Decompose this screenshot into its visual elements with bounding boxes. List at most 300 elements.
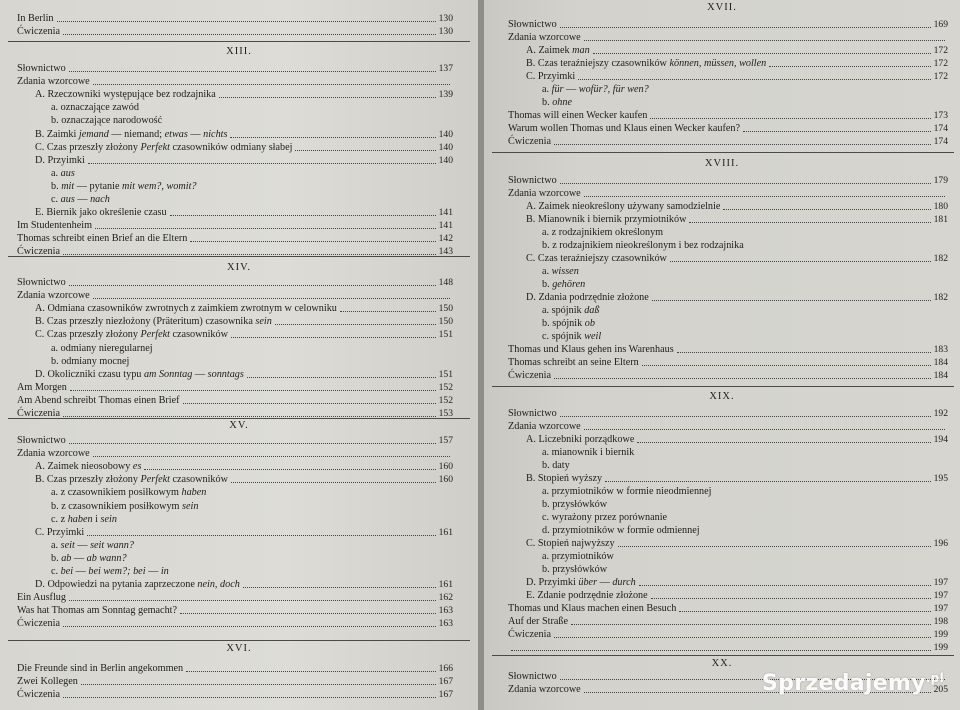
toc-page-number: 140 (438, 128, 453, 140)
toc-entry (526, 433, 948, 446)
toc-entry-text: b. z czasownikiem posiłkowym sein (51, 500, 199, 512)
toc-page-number: 184 (933, 357, 948, 368)
toc-entry (508, 628, 948, 641)
toc-page-number: 153 (438, 408, 453, 419)
toc-entry (35, 141, 453, 154)
toc-entry (542, 511, 948, 524)
chapter-heading: XVII. (707, 2, 737, 13)
toc-entry (542, 498, 948, 511)
toc-page-number: 174 (933, 136, 948, 147)
toc-entry (508, 356, 948, 369)
toc-entry-text: Warum wollen Thomas und Klaus einen Wecker kaufen? (508, 123, 740, 134)
toc-entry-text: D. Odpowiedzi na pytania zaprzeczone nein, doch (35, 579, 240, 591)
toc-leader-dots (186, 671, 435, 672)
toc-leader-dots (593, 53, 931, 54)
toc-page-number: 163 (438, 618, 453, 630)
toc-page-number: 195 (933, 473, 948, 484)
toc-leader-dots (340, 311, 436, 312)
toc-leader-dots (93, 456, 450, 457)
toc-entry (17, 434, 453, 447)
toc-entry (508, 187, 948, 200)
toc-page-number: 197 (933, 590, 948, 601)
toc-entry (35, 88, 453, 101)
toc-page-number: 194 (933, 434, 948, 445)
toc-entry-text: D. Zdania podrzędnie złożone (526, 292, 649, 303)
toc-entry-text: Zdania wzorcowe (17, 290, 90, 302)
toc-entry-text: A. Zaimek man (526, 45, 590, 56)
toc-entry-text: Słownictwo (508, 671, 557, 682)
toc-entry (542, 96, 948, 109)
toc-leader-dots (295, 150, 435, 151)
toc-entry-text: Thomas schreibt einen Brief an die Eltern (17, 233, 188, 245)
toc-entry (17, 232, 453, 245)
toc-entry-text: Zdania wzorcowe (508, 188, 581, 199)
toc-page-number: 167 (438, 689, 453, 701)
toc-entry-text: a. für — wofür?, für wen? (542, 84, 649, 95)
toc-page-number: 140 (438, 154, 453, 166)
toc-entry (35, 128, 453, 141)
toc-entry-text: Auf der Straße (508, 616, 568, 627)
toc-entry (526, 537, 948, 550)
toc-page-number: 151 (438, 368, 453, 380)
toc-entry-text: C. Przyimki (35, 526, 85, 538)
chapter-heading: XVIII. (704, 158, 740, 169)
toc-leader-dots (642, 365, 931, 366)
toc-entry (17, 675, 453, 688)
toc-entry-text: B. Czas teraźniejszy czasowników können, müssen, wollen (526, 58, 767, 69)
toc-entry-text: E. Zdanie podrzędnie złożone (526, 590, 648, 601)
toc-entry (508, 122, 948, 135)
chapter-heading: XX. (711, 658, 733, 669)
toc-entry-text: B. Zaimki jemand — niemand; etwas — nichts (35, 128, 228, 140)
toc-entry-text: Ćwiczenia (17, 689, 60, 701)
toc-page-number: 172 (933, 71, 948, 82)
toc-entry-text: Die Freunde sind in Berlin angekommen (17, 663, 184, 674)
toc-entry-text: a. mianownik i biernik (542, 447, 635, 458)
toc-entry (542, 446, 948, 459)
toc-page-number: 162 (438, 592, 453, 604)
toc-entry-text: c. wyrażony przez porównanie (542, 512, 668, 523)
toc-entry (508, 369, 948, 382)
toc-entry (17, 447, 453, 460)
toc-page-number: 130 (438, 26, 453, 38)
toc-page-number: 141 (438, 220, 453, 232)
toc-entry (526, 44, 948, 57)
toc-entry-text: a. przymiotników w formie nieodmiennej (542, 486, 712, 497)
toc-leader-dots (689, 222, 930, 223)
toc-entry (542, 83, 948, 96)
toc-entry-text: Ćwiczenia (17, 246, 60, 258)
toc-entry-text: Im Studentenheim (17, 220, 92, 232)
toc-entry (542, 563, 948, 576)
toc-entry (508, 135, 948, 148)
section-divider (8, 640, 470, 641)
toc-entry-text: A. Rzeczowniki występujące bez rodzajnika (35, 89, 216, 101)
toc-leader-dots (618, 546, 931, 547)
toc-entry (17, 62, 453, 75)
watermark-suffix: .pl (925, 671, 944, 685)
toc-entry-text: c. z haben i sein (51, 513, 117, 525)
toc-leader-dots (70, 390, 436, 391)
toc-entry (51, 193, 453, 206)
toc-page-number: 148 (438, 277, 453, 288)
toc-entry-text: b. odmiany mocnej (51, 355, 130, 367)
toc-entry (526, 213, 948, 226)
chapter-heading: XIV. (227, 262, 251, 273)
toc-entry-text: Zdania wzorcowe (508, 421, 581, 432)
toc-page-number: 152 (438, 394, 453, 406)
toc-entry-text: Słownictwo (17, 277, 66, 288)
toc-entry-text: b. spójnik ob (542, 318, 595, 329)
toc-entry (542, 524, 948, 537)
toc-entry (17, 688, 453, 701)
toc-page-number: 141 (438, 207, 453, 219)
toc-entry-text: d. przymiotników w formie odmiennej (542, 525, 700, 536)
toc-entry (542, 226, 948, 239)
toc-entry-text: C. Czas przeszły złożony Perfekt czasowników (35, 329, 228, 341)
toc-page-number: 137 (438, 63, 453, 74)
toc-entry-text: a. odmiany nieregularnej (51, 342, 153, 354)
toc-leader-dots (190, 241, 435, 242)
toc-entry (542, 317, 948, 330)
chapter-heading: XIII. (226, 46, 252, 57)
toc-leader-dots (243, 587, 436, 588)
toc-leader-dots (63, 697, 436, 698)
toc-page-number: 173 (933, 110, 948, 121)
toc-entry (51, 167, 453, 180)
toc-page-number: 197 (933, 577, 948, 588)
toc-entry-text: c. aus — nach (51, 194, 110, 205)
toc-entry (508, 602, 948, 615)
toc-leader-dots (230, 137, 435, 138)
toc-entry-text: Am Abend schreibt Thomas einen Brief (17, 394, 180, 406)
toc-entry-text: In Berlin (17, 13, 54, 24)
toc-entry-text: A. Odmiana czasowników zwrotnych z zaimkiem zwrotnym w celowniku (35, 303, 337, 315)
toc-entry-text: C. Czas teraźniejszy czasowników (526, 253, 667, 264)
toc-entry-text: A. Zaimek nieokreślony używany samodzielnie (526, 201, 721, 212)
toc-entry-text: E. Biernik jako określenie czasu (35, 207, 167, 219)
toc-entry-text: Thomas und Klaus gehen ins Warenhaus (508, 344, 674, 355)
toc-entry (51, 552, 453, 565)
toc-leader-dots (560, 183, 931, 184)
toc-entry-text: Słownictwo (508, 175, 557, 186)
toc-entry-text: c. spójnik weil (542, 331, 602, 342)
toc-entry (17, 604, 453, 617)
chapter-heading: XVI. (226, 643, 252, 654)
toc-leader-dots (554, 637, 931, 638)
toc-entry (542, 265, 948, 278)
toc-entry-text: b. ab — ab wann? (51, 552, 127, 564)
toc-entry (35, 154, 453, 167)
section-divider (492, 655, 954, 656)
toc-entry-text: Ein Ausflug (17, 592, 66, 604)
toc-entry (35, 526, 453, 539)
toc-page-number: 172 (933, 45, 948, 56)
watermark-logo (762, 671, 944, 696)
toc-page-number: 161 (438, 526, 453, 538)
toc-leader-dots (670, 261, 931, 262)
toc-entry (526, 57, 948, 70)
toc-page-number: 150 (438, 316, 453, 328)
toc-entry (508, 641, 948, 654)
toc-leader-dots (69, 600, 436, 601)
toc-page-number: 182 (933, 292, 948, 303)
toc-page-number: 143 (438, 246, 453, 258)
toc-entry-text: Słownictwo (508, 19, 557, 30)
toc-leader-dots (63, 416, 436, 417)
toc-entry (508, 18, 948, 31)
section-divider (8, 418, 470, 419)
toc-entry (542, 550, 948, 563)
toc-entry (17, 276, 453, 289)
toc-leader-dots (180, 613, 436, 614)
toc-entry-text: a. oznaczające zawód (51, 102, 139, 114)
toc-page-number: 160 (438, 474, 453, 486)
toc-leader-dots (183, 403, 436, 404)
toc-entry (542, 485, 948, 498)
toc-leader-dots (63, 34, 436, 35)
toc-page-number: 140 (438, 141, 453, 153)
toc-entry (542, 304, 948, 317)
toc-page-number: 169 (933, 19, 948, 30)
toc-entry (51, 342, 453, 355)
toc-entry-text: B. Czas przeszły niezłożony (Präteritum) czasownika sein (35, 316, 272, 328)
toc-page-number: 192 (933, 408, 948, 419)
toc-entry (508, 615, 948, 628)
toc-entry-text: A. Zaimek nieosobowy es (35, 461, 142, 473)
toc-entry-text: Thomas will einen Wecker kaufen (508, 110, 648, 121)
toc-entry (51, 486, 453, 499)
toc-page-number: 160 (438, 461, 453, 473)
toc-page-number: 199 (933, 642, 948, 653)
toc-leader-dots (247, 377, 436, 378)
toc-leader-dots (723, 209, 930, 210)
toc-leader-dots (231, 337, 436, 338)
toc-leader-dots (677, 352, 931, 353)
toc-entry (51, 565, 453, 578)
toc-leader-dots (93, 298, 450, 299)
toc-entry-text: b. przysłówków (542, 564, 608, 575)
toc-entry-text: D. Przyimki (35, 154, 85, 166)
toc-leader-dots (69, 285, 436, 286)
toc-entry-text: a. przymiotników (542, 551, 614, 562)
toc-page-number: 150 (438, 303, 453, 315)
toc-leader-dots (81, 684, 436, 685)
toc-entry-text: Zdania wzorcowe (17, 448, 90, 460)
toc-entry (526, 200, 948, 213)
toc-leader-dots (69, 71, 436, 72)
toc-page-number: 142 (438, 233, 453, 245)
toc-entry (51, 513, 453, 526)
toc-entry-text: b. oznaczające narodowość (51, 115, 163, 127)
toc-entry (542, 239, 948, 252)
toc-entry-text: b. przysłówków (542, 499, 608, 510)
toc-entry-text: Am Morgen (17, 381, 67, 393)
toc-page-number: 205 (933, 684, 948, 695)
toc-entry (35, 460, 453, 473)
toc-leader-dots (584, 196, 945, 197)
toc-entry-text: Ćwiczenia (508, 370, 551, 381)
toc-entry-text: Ćwiczenia (17, 408, 60, 419)
toc-entry-text: a. spójnik daß (542, 305, 600, 316)
toc-entry (526, 252, 948, 265)
toc-leader-dots (88, 163, 436, 164)
toc-leader-dots (57, 21, 436, 22)
toc-entry-text: Zdania wzorcowe (508, 32, 581, 43)
toc-entry (508, 109, 948, 122)
toc-entry-text: D. Przyimki über — durch (526, 577, 636, 588)
toc-entry-text: Słownictwo (508, 408, 557, 419)
toc-entry (17, 12, 453, 25)
toc-leader-dots (231, 482, 436, 483)
toc-page-number: 151 (438, 329, 453, 341)
toc-entry (17, 394, 453, 407)
toc-entry (35, 578, 453, 591)
toc-entry (51, 539, 453, 552)
toc-entry-text: b. z rodzajnikiem nieokreślonym i bez rodzajnika (542, 240, 744, 251)
toc-entry (542, 278, 948, 291)
section-divider (8, 256, 470, 257)
toc-entry (51, 355, 453, 368)
toc-leader-dots (679, 611, 930, 612)
toc-entry-text: Was hat Thomas am Sonntag gemacht? (17, 605, 178, 617)
toc-entry (35, 206, 453, 219)
toc-leader-dots (219, 97, 436, 98)
toc-entry-text: c. bei — bei wem?; bei — in (51, 566, 169, 577)
toc-entry-text: b. daty (542, 460, 570, 471)
toc-leader-dots (554, 378, 931, 379)
toc-page-number: 167 (438, 676, 453, 688)
toc-leader-dots (69, 443, 436, 444)
toc-entry-text: D. Okoliczniki czasu typu am Sonntag — sonntags (35, 368, 244, 380)
toc-entry (35, 302, 453, 315)
toc-entry-text: C. Czas przeszły złożony Perfekt czasowników odmiany słabej (35, 141, 293, 153)
toc-leader-dots (769, 66, 930, 67)
toc-leader-dots (584, 429, 945, 430)
toc-entry-text: Słownictwo (17, 63, 66, 74)
toc-entry (51, 114, 453, 127)
toc-page-number: 152 (438, 381, 453, 393)
toc-entry (508, 407, 948, 420)
toc-leader-dots (560, 27, 931, 28)
toc-entry-text: a. z rodzajnikiem określonym (542, 227, 664, 238)
toc-page-number: 139 (438, 89, 453, 101)
toc-entry (542, 330, 948, 343)
toc-entry (51, 101, 453, 114)
toc-entry-text: Ćwiczenia (508, 629, 551, 640)
toc-leader-dots (560, 416, 931, 417)
toc-leader-dots (605, 481, 930, 482)
toc-leader-dots (584, 40, 945, 41)
toc-page-number: 180 (933, 201, 948, 212)
toc-page-number: 174 (933, 123, 948, 134)
toc-page-number: 196 (933, 538, 948, 549)
toc-entry (17, 662, 453, 675)
toc-entry (508, 174, 948, 187)
watermark-brand: Sprzedajemy (762, 671, 926, 696)
toc-entry-text: A. Liczebniki porządkowe (526, 434, 635, 445)
toc-page-number: 183 (933, 344, 948, 355)
toc-page-number: 184 (933, 370, 948, 381)
toc-entry-text: a. aus (51, 167, 75, 179)
toc-leader-dots (650, 118, 930, 119)
toc-entry-text: b. gehören (542, 279, 586, 290)
toc-leader-dots (511, 650, 931, 651)
toc-entry-text: B. Czas przeszły złożony Perfekt czasowników (35, 474, 228, 486)
toc-page-number: 130 (438, 13, 453, 24)
toc-entry (17, 25, 453, 38)
toc-leader-dots (652, 300, 931, 301)
section-divider (492, 152, 954, 153)
toc-page-number: 172 (933, 58, 948, 69)
toc-entry (508, 31, 948, 44)
toc-page-number: 179 (933, 175, 948, 186)
toc-entry-text: Zwei Kollegen (17, 676, 78, 688)
chapter-heading: XIX. (709, 391, 735, 402)
left-page (0, 0, 478, 710)
toc-leader-dots (170, 215, 436, 216)
toc-entry (35, 315, 453, 328)
toc-entry (17, 75, 453, 88)
toc-entry-text: Zdania wzorcowe (17, 76, 90, 88)
toc-page-number: 197 (933, 603, 948, 614)
toc-entry-text: b. ohne (542, 97, 572, 108)
toc-page-number: 198 (933, 616, 948, 627)
toc-page-number: 182 (933, 253, 948, 264)
toc-leader-dots (554, 144, 931, 145)
toc-page-number: 166 (438, 663, 453, 674)
toc-entry-text: Thomas und Klaus machen einen Besuch (508, 603, 677, 614)
toc-leader-dots (743, 131, 931, 132)
toc-leader-dots (651, 598, 931, 599)
toc-page-number: 161 (438, 579, 453, 591)
toc-leader-dots (87, 535, 435, 536)
toc-leader-dots (95, 228, 436, 229)
toc-entry (51, 500, 453, 513)
toc-leader-dots (571, 624, 931, 625)
toc-entry-text: Ćwiczenia (17, 618, 60, 630)
toc-entry (35, 473, 453, 486)
toc-entry-text: b. mit — pytanie mit wem?, womit? (51, 180, 197, 192)
toc-page-number: 181 (933, 214, 948, 225)
toc-entry (526, 291, 948, 304)
toc-leader-dots (637, 442, 930, 443)
section-divider (492, 386, 954, 387)
toc-entry-text: a. seit — seit wann? (51, 539, 134, 551)
toc-entry (508, 420, 948, 433)
toc-entry-text: a. wissen (542, 266, 579, 277)
toc-page-number: 199 (933, 629, 948, 640)
toc-entry (35, 368, 453, 381)
toc-entry (17, 381, 453, 394)
toc-leader-dots (639, 585, 931, 586)
toc-leader-dots (275, 324, 436, 325)
toc-entry-text: a. z czasownikiem posiłkowym haben (51, 487, 207, 499)
toc-entry (526, 472, 948, 485)
toc-entry (17, 591, 453, 604)
toc-page-number: 163 (438, 605, 453, 617)
toc-entry (17, 219, 453, 232)
toc-entry-text: Ćwiczenia (17, 26, 60, 38)
toc-leader-dots (63, 626, 436, 627)
toc-entry (508, 343, 948, 356)
toc-entry-text: Słownictwo (17, 435, 66, 446)
toc-entry-text: C. Stopień najwyższy (526, 538, 615, 549)
toc-entry-text: Thomas schreibt an seine Eltern (508, 357, 639, 368)
toc-leader-dots (578, 79, 930, 80)
toc-entry (35, 328, 453, 341)
toc-entry (526, 576, 948, 589)
